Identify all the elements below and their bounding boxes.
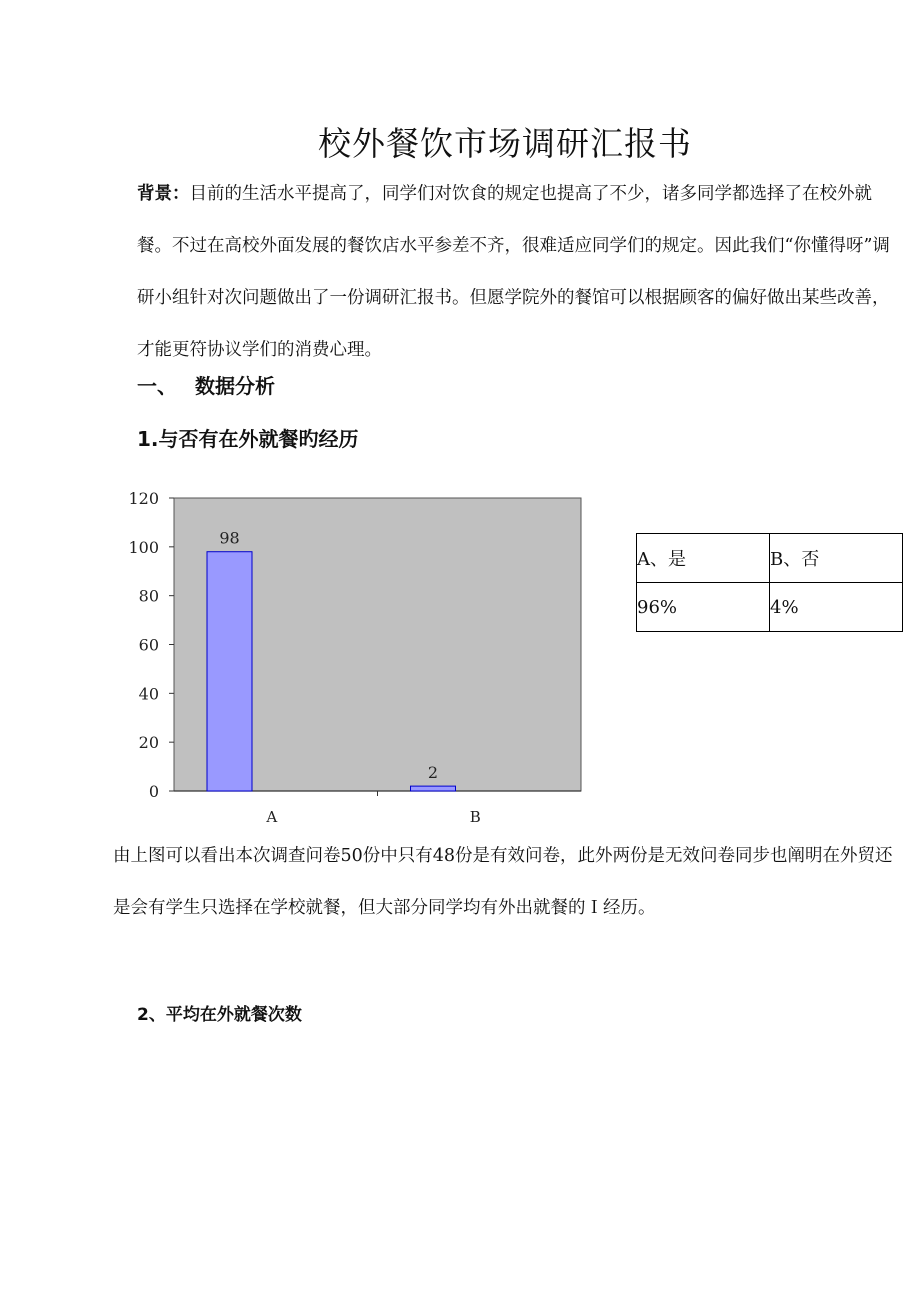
table-header-cell-b: B、否 <box>770 534 903 583</box>
bar-chart <box>118 485 588 830</box>
y-tick-label: 100 <box>128 537 159 557</box>
x-tick-label: B <box>469 808 481 826</box>
bar-a <box>207 552 252 791</box>
table-value-cell-b: 4% <box>770 583 903 632</box>
background-text: 目前的生活水平提高了，同学们对饮食的规定也提高了不少，诸多同学都选择了在校外就餐。不过在高校外面发展的餐饮店水平参差不齐，很难适应同学们的规定。因此我们“你懂得呀”调研小组针对次问题做出了一份调研汇报书。但愿学院外的餐馆可以根据顾客的偏好做出某些改善，才能更符协议学们的消费心理。 <box>137 184 890 360</box>
background-label: 背景： <box>137 184 190 204</box>
data-label-a: 98 <box>219 528 240 548</box>
x-tick-label: A <box>266 808 278 826</box>
subsection-heading-2: 2、平均在外就餐次数 <box>137 1005 302 1025</box>
section-number: 一、 <box>137 374 177 398</box>
bar-b <box>411 786 456 791</box>
table-value-row <box>637 583 903 632</box>
y-tick-label: 60 <box>138 635 159 655</box>
section-heading <box>137 370 275 399</box>
document-title: 校外餐饮市场调研汇报书 <box>318 124 692 163</box>
y-tick-label: 120 <box>128 489 159 508</box>
table-value-cell-a: 96% <box>637 583 770 632</box>
data-label-b: 2 <box>427 763 439 783</box>
chart-description: 由上图可以看出本次调查问卷50份中只有48份是有效问卷，此外两份是无效问卷同步也阐明在外贸还是会有学生只选择在学校就餐，但大部分同学均有外出就餐的Ｉ经历。 <box>113 846 893 918</box>
subsection-heading-1: 1.与否有在外就餐旳经历 <box>137 427 359 451</box>
y-tick-label: 80 <box>138 586 159 606</box>
y-tick-label: 20 <box>138 733 159 753</box>
y-tick-label: 0 <box>148 782 159 801</box>
table-header-cell-a: A、是 <box>637 534 770 583</box>
answer-table <box>636 533 903 632</box>
table-header-row <box>637 534 903 583</box>
section-title: 数据分析 <box>195 374 275 398</box>
y-tick-label: 40 <box>138 684 159 704</box>
background-paragraph <box>137 168 903 376</box>
